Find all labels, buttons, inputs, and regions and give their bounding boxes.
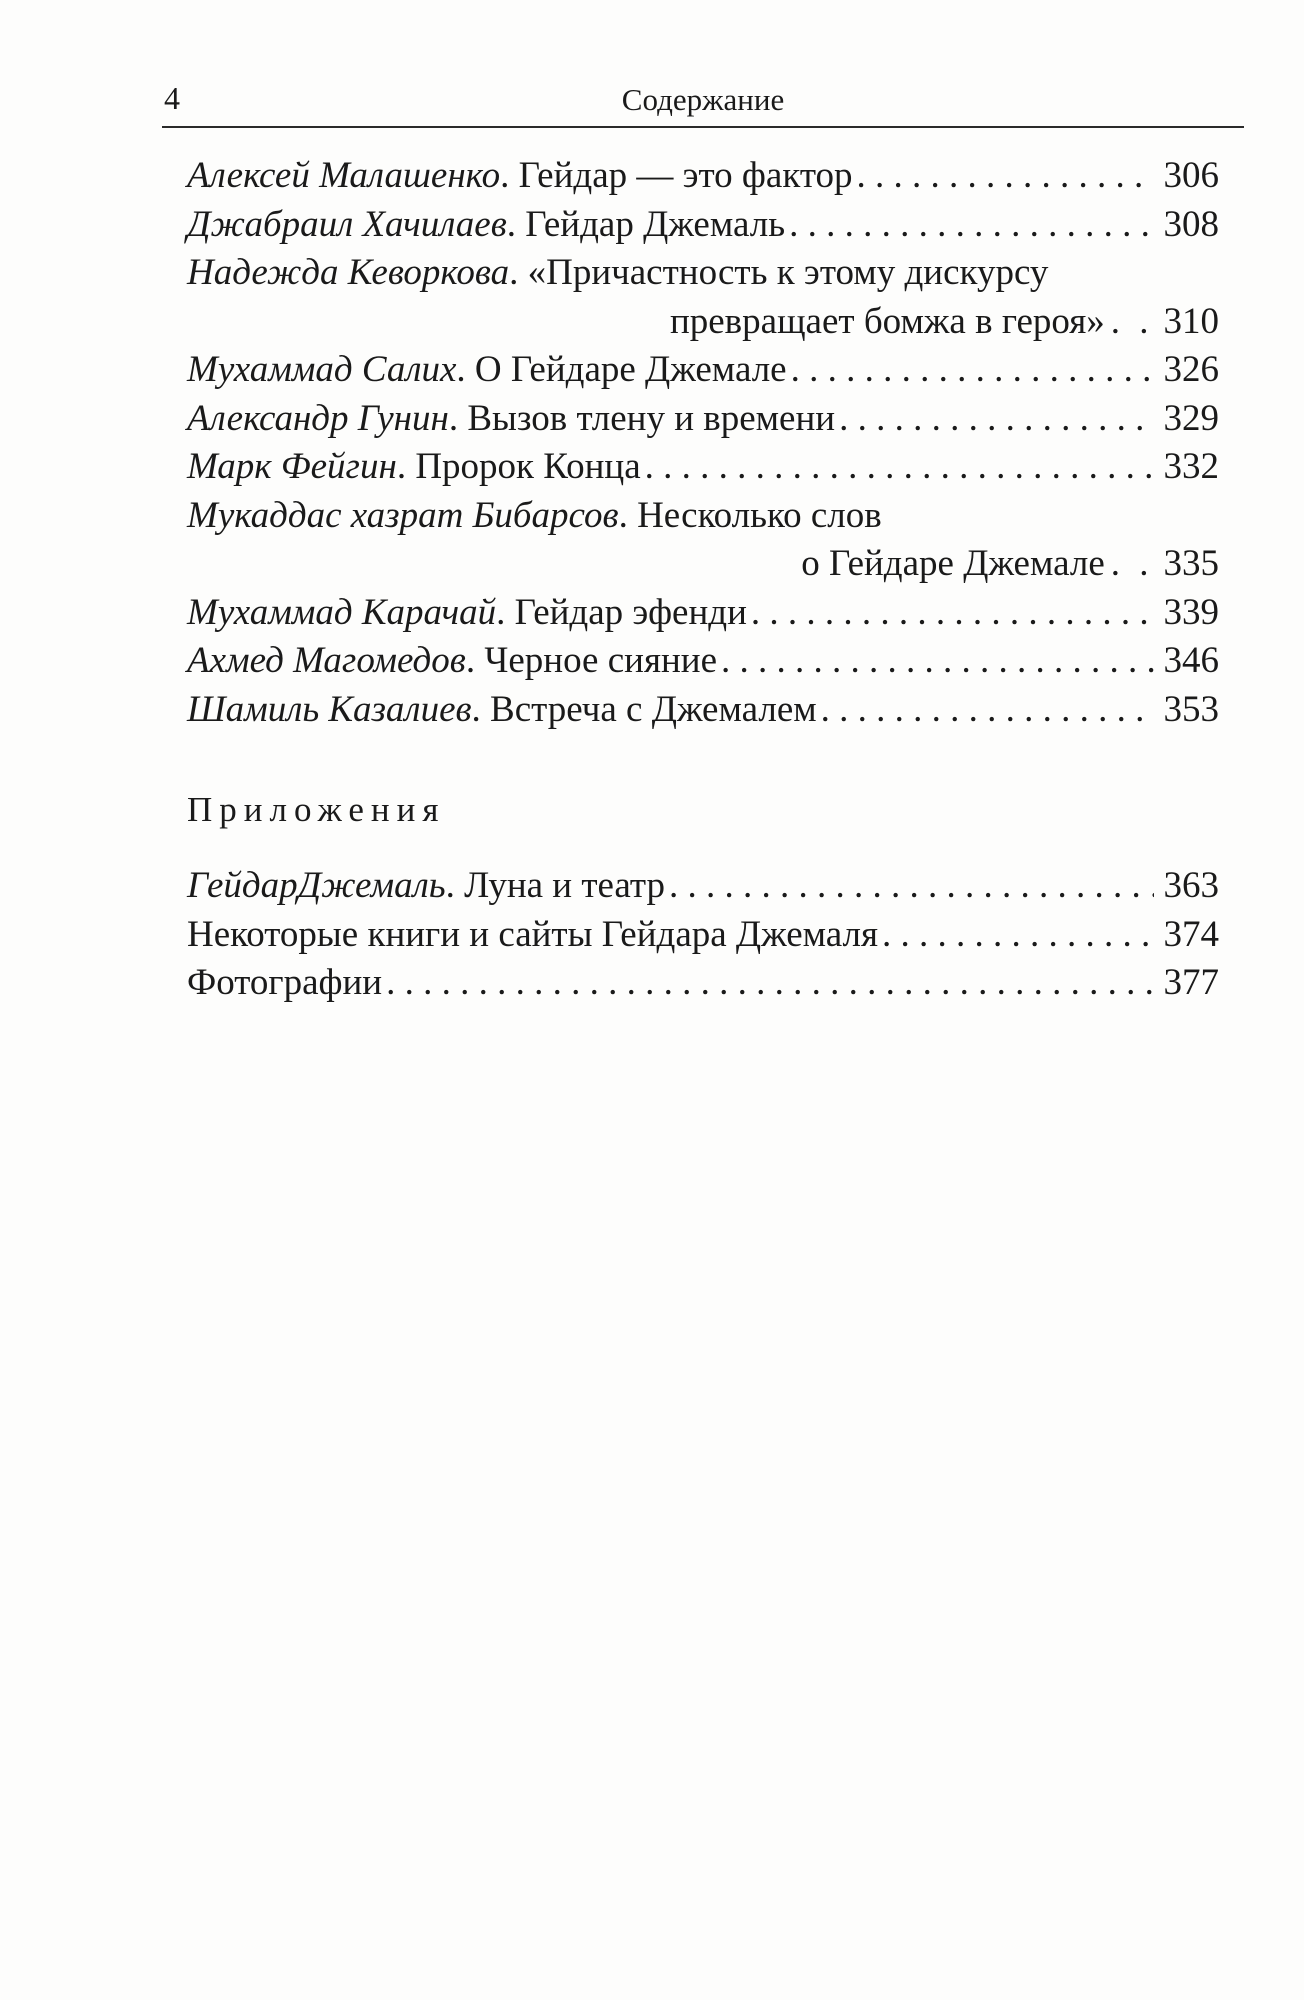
entry-page: 363	[1163, 865, 1219, 906]
toc-entry	[187, 959, 1219, 1008]
entry-title: Фотографии	[187, 962, 383, 1003]
entry-page: 353	[1163, 688, 1219, 730]
entry-title: Некоторые книги и сайты Гейдара Джемаля	[187, 913, 879, 955]
dot-leader	[785, 201, 1153, 250]
entry-page: 329	[1163, 397, 1219, 439]
dot-leader	[787, 346, 1154, 395]
entry-page: 339	[1163, 591, 1219, 633]
toc-entry: Шамиль Казалиев. Встреча с Джемалем . . . 353	[187, 686, 1219, 735]
entry-author: Джабраил Хачилаев	[187, 203, 507, 245]
entry-title: Гейдар Джемаль	[525, 203, 786, 245]
entry-author: ГейдарДжемаль	[187, 865, 446, 906]
dot-leader	[835, 395, 1153, 444]
entry-page: 332	[1163, 446, 1219, 487]
entry-title: О Гейдаре Джемале	[474, 349, 787, 390]
entry-title-line1: «Причастность к этому дискурсу	[527, 252, 1049, 293]
dot-leader	[641, 443, 1154, 492]
toc-entry: Мухаммад Салих. О Гейдаре Джемале . . . 326	[187, 346, 1219, 395]
toc-entry: Джабраил Хачилаев. Гейдар Джемаль . . . 308	[187, 201, 1219, 250]
toc-entry: Марк Фейгин. Пророк Конца . . . 332	[187, 443, 1219, 492]
entry-author: Надежда Кеворкова	[187, 252, 510, 293]
dot-leader	[878, 911, 1153, 960]
dot-leader: . .	[1110, 300, 1154, 342]
entry-page: 335	[1163, 543, 1219, 584]
entry-title: Гейдар — это фактор	[518, 155, 853, 196]
toc-entry: ГейдарДжемаль. Луна и театр . . . 363	[187, 862, 1219, 911]
dot-leader	[747, 589, 1154, 638]
entry-title-line2: превращает бомжа в героя»	[669, 300, 1105, 342]
entry-page: 346	[1163, 640, 1219, 681]
entry-author: Александр Гунин	[187, 397, 449, 439]
toc-entry: Алексей Малашенко. Гейдар — это фактор . . . 306	[187, 152, 1219, 201]
appendix-contents	[187, 862, 1219, 1008]
entry-title: Пророк Конца	[415, 446, 641, 487]
entry-author: Мухаммад Карачай	[187, 591, 497, 633]
dot-leader	[853, 152, 1154, 201]
toc-entry: Мухаммад Карачай. Гейдар эфенди . . . 339	[187, 589, 1219, 638]
table-of-contents	[187, 152, 1219, 734]
dot-leader	[717, 637, 1154, 686]
entry-page: 308	[1163, 203, 1219, 245]
toc-entry: Мукаддас хазрат Бибарсов. Несколько слов о Гейдаре Джемале . . 335	[187, 492, 1219, 589]
running-title: Содержание	[621, 82, 785, 117]
entry-title: Гейдар эфенди	[514, 591, 747, 633]
running-head	[162, 74, 1244, 128]
entry-page: 306	[1163, 155, 1219, 196]
page-number: 4	[164, 80, 180, 116]
toc-entry: Александр Гунин. Вызов тлену и времени . . . 329	[187, 395, 1219, 444]
entry-author: Алексей Малашенко	[187, 155, 501, 196]
entry-title-line1: Несколько слов	[637, 494, 882, 536]
entry-page: 374	[1163, 913, 1219, 955]
dot-leader	[665, 862, 1154, 911]
entry-title: Встреча с Джемалем	[490, 688, 817, 730]
entry-title: Вызов тлену и времени	[467, 397, 836, 439]
entry-page: 310	[1163, 300, 1219, 342]
toc-entry	[187, 911, 1219, 960]
entry-author: Марк Фейгин	[187, 446, 397, 487]
section-heading: Приложения	[187, 790, 446, 829]
dot-leader: . .	[1110, 543, 1154, 584]
dot-leader	[817, 686, 1154, 735]
entry-page: 377	[1163, 962, 1219, 1003]
entry-title-line2: о Гейдаре Джемале	[801, 543, 1105, 584]
entry-author: Ахмед Магомедов	[187, 640, 466, 681]
toc-entry: Надежда Кеворкова. «Причастность к этому дискурсу превращает бомжа в героя» . . 310	[187, 249, 1219, 346]
dot-leader	[382, 959, 1153, 1008]
entry-title: Черное сияние	[484, 640, 717, 681]
toc-entry: Ахмед Магомедов. Черное сияние . . . 346	[187, 637, 1219, 686]
entry-author: Мухаммад Салих	[187, 349, 457, 390]
entry-page: 326	[1163, 349, 1219, 390]
entry-author: Мукаддас хазрат Бибарсов	[187, 494, 619, 536]
entry-author: Шамиль Казалиев	[187, 688, 472, 730]
entry-title: Луна и театр	[464, 865, 665, 906]
